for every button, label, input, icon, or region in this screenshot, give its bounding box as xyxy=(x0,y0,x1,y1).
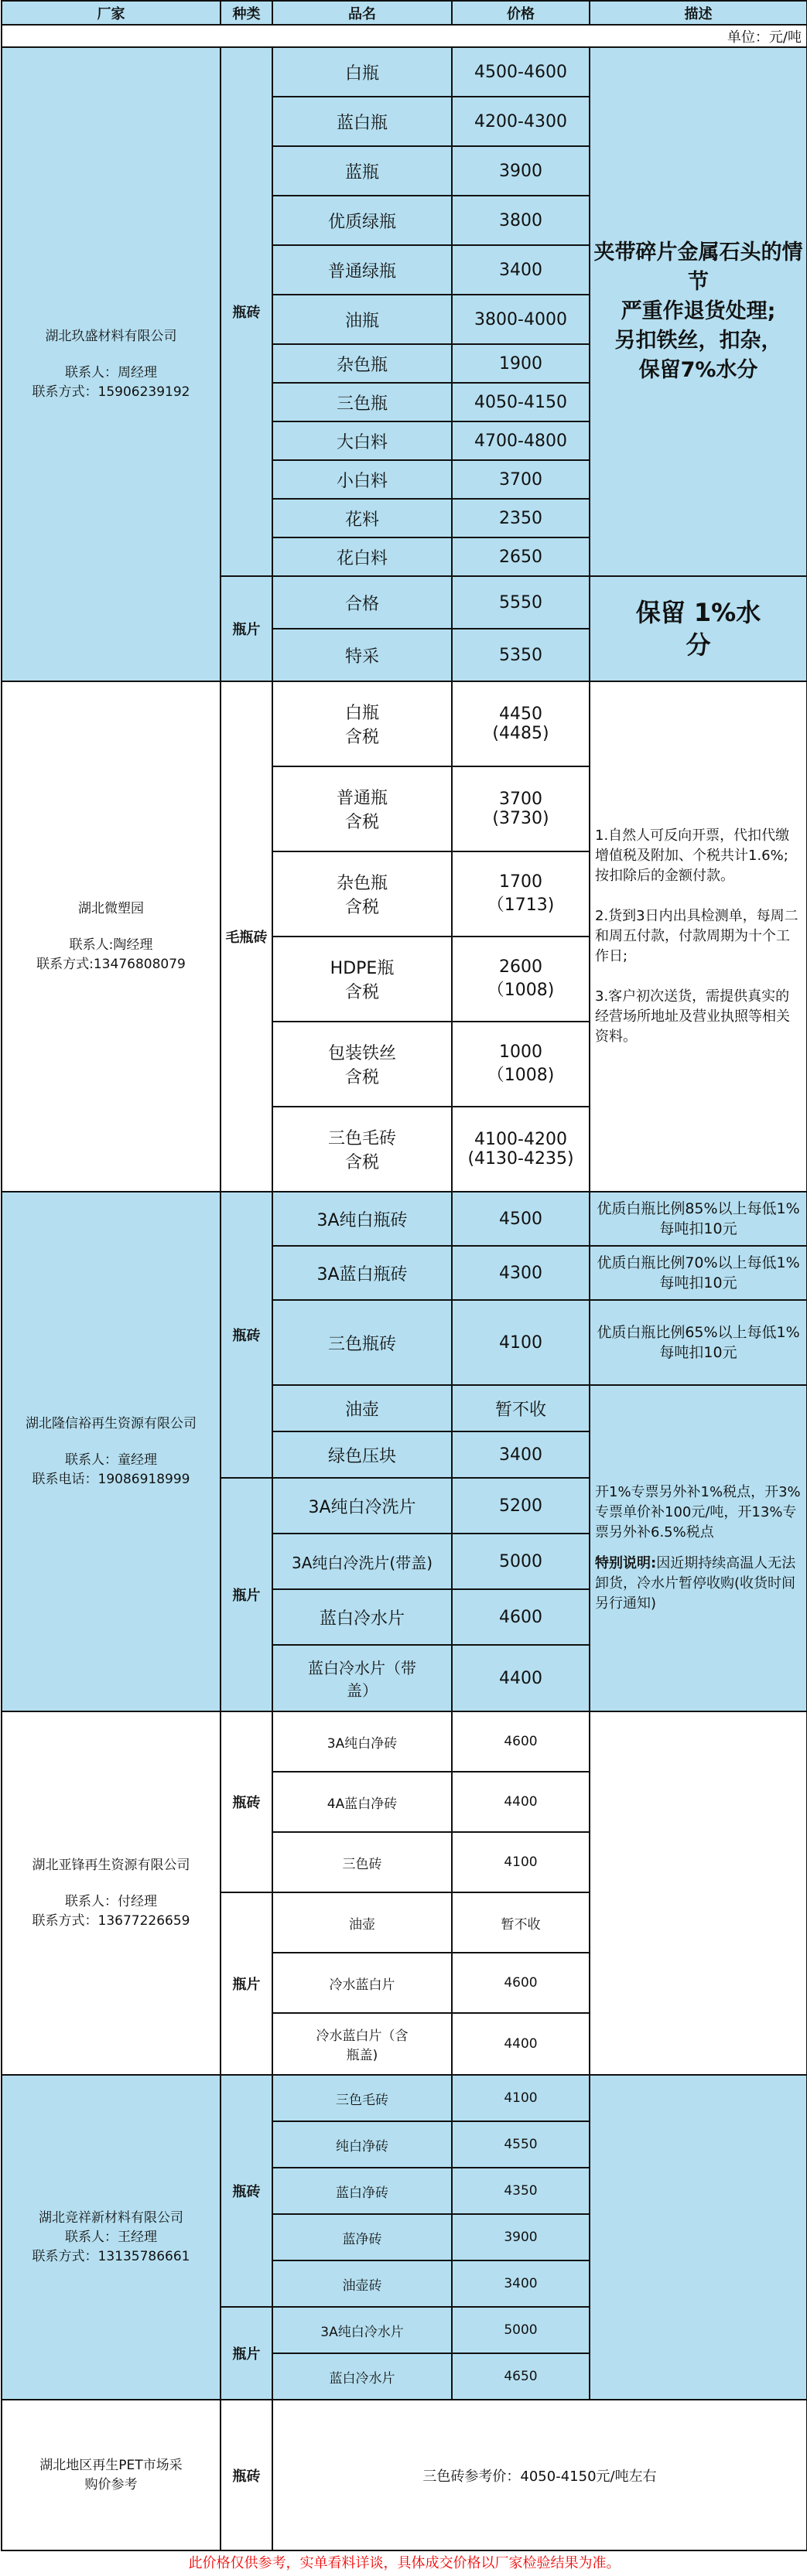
product-price: 4450 xyxy=(499,705,542,724)
product-price: 4400 xyxy=(452,2013,590,2075)
tax-price: （1008) xyxy=(487,981,555,1000)
category-cell: 瓶砖 xyxy=(221,1711,272,1892)
table-row xyxy=(2,2400,807,2550)
header-category: 种类 xyxy=(221,1,272,25)
description-cell xyxy=(590,1711,807,2075)
product-price: 暂不收 xyxy=(452,1385,590,1431)
product-price: 4300 xyxy=(452,1246,590,1300)
product-name: 蓝瓶 xyxy=(272,146,452,196)
desc-line: 严重作退货处理; xyxy=(621,299,776,323)
product-price: 4400 xyxy=(452,1772,590,1832)
product-price: 5000 xyxy=(452,1534,590,1589)
product-price: 4100-4200 xyxy=(474,1130,567,1149)
header-desc: 描述 xyxy=(590,1,807,25)
product-name: 4A蓝白净砖 xyxy=(272,1772,452,1832)
desc-line: 另扣铁丝，扣杂， xyxy=(614,329,782,353)
product-price: 4700-4800 xyxy=(452,421,590,460)
desc-text: 因近期持续高温人无法卸货，冷水片暂停收购(收货时间另行通知) xyxy=(595,1555,796,1612)
product-name: 3A纯白净砖 xyxy=(272,1711,452,1772)
category-cell: 瓶片 xyxy=(221,1892,272,2075)
desc-line: 夹带碎片金属石头的情节 xyxy=(593,241,803,294)
category-cell: 毛瓶砖 xyxy=(221,681,272,1192)
product-name: 3A纯白冷洗片 xyxy=(272,1478,452,1534)
product-name: 蓝白冷水片（带盖） xyxy=(272,1645,452,1711)
company-phone: 联系方式：15906239192 xyxy=(32,384,190,400)
product-name-cell xyxy=(272,681,452,766)
product-price: 4100 xyxy=(452,2075,590,2121)
description-cell xyxy=(590,2075,807,2400)
product-name: 蓝白瓶 xyxy=(272,97,452,146)
unit-label: 单位：元/吨 xyxy=(2,25,807,47)
product-price: 2600 xyxy=(499,957,542,977)
desc-bold: 特别说明: xyxy=(595,1555,657,1571)
product-name: 小白料 xyxy=(272,460,452,499)
product-price-cell xyxy=(452,1022,590,1107)
desc-paragraph: 2.货到3日内出具检测单，每周二和周五付款，付款周期为十个工作日; xyxy=(595,908,798,964)
product-name: 3A蓝白瓶砖 xyxy=(272,1246,452,1300)
product-price: 5000 xyxy=(452,2307,590,2353)
company-cell xyxy=(2,1192,221,1711)
description-cell xyxy=(590,1385,807,1711)
table-row xyxy=(2,681,807,766)
product-price: 1900 xyxy=(452,344,590,383)
product-name: 油壶 xyxy=(272,1385,452,1431)
product-name: 三色瓶 xyxy=(272,383,452,421)
product-name: 花料 xyxy=(272,499,452,537)
product-price: 4400 xyxy=(452,1645,590,1711)
company-name: 湖北地区再生PET市场采购价参考 xyxy=(39,2457,183,2492)
product-name: 杂色瓶 xyxy=(336,874,388,893)
product-name: 绿色压块 xyxy=(272,1431,452,1478)
product-price: 4500-4600 xyxy=(452,47,590,97)
product-name: 白瓶 xyxy=(344,704,379,723)
product-name-cell xyxy=(272,766,452,851)
description-cell: 优质白瓶比例65%以上每低1%每吨扣10元 xyxy=(590,1300,807,1385)
category-cell: 瓶片 xyxy=(221,576,272,681)
desc-paragraph: 1.自然人可反向开票，代扣代缴增值税及附加、个税共计1.6%;按扣除后的金额付款。 xyxy=(595,827,790,884)
product-price: 4100 xyxy=(452,1300,590,1385)
product-price: 4350 xyxy=(452,2168,590,2214)
tax-label: 含税 xyxy=(344,813,379,832)
product-name: 油壶砖 xyxy=(272,2260,452,2307)
product-name: 3A纯白冷洗片(带盖) xyxy=(272,1534,452,1589)
tax-price: （1008) xyxy=(487,1066,555,1085)
unit-row xyxy=(2,25,807,47)
company-name: 湖北隆信裕再生资源有限公司 xyxy=(26,1415,197,1431)
product-price: 4050-4150 xyxy=(452,383,590,421)
product-price: 4600 xyxy=(452,1711,590,1772)
product-name: 大白料 xyxy=(272,421,452,460)
category-cell: 瓶砖 xyxy=(221,2075,272,2307)
company-name: 湖北微塑园 xyxy=(78,900,144,916)
company-contact: 联系人：王经理 xyxy=(65,2229,157,2245)
table-row xyxy=(2,47,807,97)
category-cell: 瓶砖 xyxy=(221,1192,272,1478)
product-name: 蓝白净砖 xyxy=(272,2168,452,2214)
product-name: 油壶 xyxy=(272,1892,452,1953)
description-cell: 优质白瓶比例85%以上每低1%每吨扣10元 xyxy=(590,1192,807,1246)
product-name-cell xyxy=(272,937,452,1022)
table-row xyxy=(2,1711,807,1772)
tax-price: (3730) xyxy=(492,809,549,828)
product-name-cell xyxy=(272,851,452,937)
description-cell xyxy=(590,47,807,576)
product-price-cell xyxy=(452,1107,590,1192)
product-price: 5550 xyxy=(452,576,590,629)
header-row xyxy=(2,1,807,25)
category-cell: 瓶砖 xyxy=(221,47,272,576)
product-price: 4650 xyxy=(452,2353,590,2400)
tax-label: 含税 xyxy=(344,983,379,1002)
company-name: 湖北竞祥新材料有限公司 xyxy=(39,2209,183,2226)
company-contact: 联系人：周经理 xyxy=(65,364,157,380)
category-cell: 瓶砖 xyxy=(221,2400,272,2550)
company-phone: 联系方式:13476808079 xyxy=(36,956,186,972)
product-price: 2650 xyxy=(452,537,590,576)
product-price: 3400 xyxy=(452,245,590,295)
product-name: 包装铁丝 xyxy=(327,1044,396,1063)
company-cell xyxy=(2,2075,221,2400)
product-name: 3A纯白瓶砖 xyxy=(272,1192,452,1246)
product-price: 4600 xyxy=(452,1589,590,1645)
company-contact: 联系人:陶经理 xyxy=(69,937,153,953)
desc-line: 保留 1%水 xyxy=(635,598,761,627)
product-name: 普通瓶 xyxy=(336,789,388,808)
product-name: 白瓶 xyxy=(272,47,452,97)
tax-label: 含税 xyxy=(344,898,379,917)
product-price: 5200 xyxy=(452,1478,590,1534)
company-name: 湖北玖盛材料有限公司 xyxy=(45,328,177,344)
header-factory: 厂家 xyxy=(2,1,221,25)
product-price: 2350 xyxy=(452,499,590,537)
product-name: 冷水蓝白片（含瓶盖) xyxy=(272,2013,452,2075)
product-name: 蓝白冷水片 xyxy=(272,2353,452,2400)
company-cell xyxy=(2,2400,221,2550)
product-name: 三色毛砖 xyxy=(327,1129,396,1148)
product-price: 3800 xyxy=(452,196,590,245)
product-name: 杂色瓶 xyxy=(272,344,452,383)
footer-note: 此价格仅供参考，实单看料详谈，具体成交价格以厂家检验结果为准。 xyxy=(2,2550,807,2573)
product-price: 4200-4300 xyxy=(452,97,590,146)
product-name: 蓝白冷水片 xyxy=(272,1589,452,1645)
product-name: 蓝净砖 xyxy=(272,2214,452,2260)
desc-paragraph: 开1%专票另外补1%税点，开3%专票单价补100元/吨，开13%专票另外补6.5%税点 xyxy=(595,1484,801,1540)
description-cell: 优质白瓶比例70%以上每低1%每吨扣10元 xyxy=(590,1246,807,1300)
header-product: 品名 xyxy=(272,1,452,25)
company-contact: 联系人：付经理 xyxy=(65,1893,157,1909)
product-price: 3800-4000 xyxy=(452,295,590,344)
product-name-cell xyxy=(272,1107,452,1192)
company-phone: 联系电话：19086918999 xyxy=(32,1471,190,1487)
table-row xyxy=(2,2075,807,2121)
tax-price: (4485) xyxy=(492,724,549,743)
reference-price: 三色砖参考价：4050-4150元/吨左右 xyxy=(272,2400,807,2550)
product-name: 油瓶 xyxy=(272,295,452,344)
product-name: 3A纯白冷水片 xyxy=(272,2307,452,2353)
desc-paragraph xyxy=(595,1554,802,1614)
product-price-cell xyxy=(452,937,590,1022)
desc-line: 分 xyxy=(686,630,711,660)
product-price: 4500 xyxy=(452,1192,590,1246)
table-row xyxy=(2,1192,807,1246)
desc-line: 保留7%水分 xyxy=(638,358,758,382)
product-price-cell xyxy=(452,766,590,851)
product-name: 三色砖 xyxy=(272,1832,452,1892)
tax-label: 含税 xyxy=(344,728,379,747)
company-cell xyxy=(2,681,221,1192)
company-phone: 联系方式：13677226659 xyxy=(32,1912,190,1929)
product-price: 4600 xyxy=(452,1953,590,2013)
product-price: 1700 xyxy=(499,872,542,892)
price-table xyxy=(1,0,807,2573)
header-price: 价格 xyxy=(452,1,590,25)
product-name: 三色瓶砖 xyxy=(272,1300,452,1385)
product-name-cell xyxy=(272,1022,452,1107)
description-cell xyxy=(590,576,807,681)
product-name: 三色毛砖 xyxy=(272,2075,452,2121)
product-price: 3700 xyxy=(499,790,542,809)
company-contact: 联系人：童经理 xyxy=(65,1452,157,1468)
product-price: 4100 xyxy=(452,1832,590,1892)
company-cell xyxy=(2,47,221,681)
product-name: 普通绿瓶 xyxy=(272,245,452,295)
product-name: 花白料 xyxy=(272,537,452,576)
product-price: 3900 xyxy=(452,2214,590,2260)
product-price: 4550 xyxy=(452,2121,590,2168)
company-cell xyxy=(2,1711,221,2075)
company-phone: 联系方式：13135786661 xyxy=(32,2248,190,2264)
category-cell: 瓶片 xyxy=(221,1478,272,1711)
tax-price: (4130-4235) xyxy=(467,1149,574,1169)
company-name: 湖北亚锋再生资源有限公司 xyxy=(32,1857,190,1873)
product-name: 优质绿瓶 xyxy=(272,196,452,245)
tax-label: 含税 xyxy=(344,1153,379,1172)
description-cell xyxy=(590,681,807,1192)
product-price: 3700 xyxy=(452,460,590,499)
footer-row xyxy=(2,2550,807,2573)
tax-label: 含税 xyxy=(344,1068,379,1087)
product-name: 合格 xyxy=(272,576,452,629)
product-name: HDPE瓶 xyxy=(330,959,395,978)
product-price: 3900 xyxy=(452,146,590,196)
product-name: 纯白净砖 xyxy=(272,2121,452,2168)
tax-price: （1713) xyxy=(487,896,555,915)
product-price-cell xyxy=(452,681,590,766)
product-price: 暂不收 xyxy=(452,1892,590,1953)
product-price: 3400 xyxy=(452,1431,590,1478)
category-cell: 瓶片 xyxy=(221,2307,272,2400)
product-price: 5350 xyxy=(452,629,590,681)
desc-paragraph: 3.客户初次送货，需提供真实的经营场所地址及营业执照等相关资料。 xyxy=(595,988,790,1045)
product-price-cell xyxy=(452,851,590,937)
product-name: 冷水蓝白片 xyxy=(272,1953,452,2013)
product-name: 特采 xyxy=(272,629,452,681)
product-price: 1000 xyxy=(499,1042,542,1062)
product-price: 3400 xyxy=(452,2260,590,2307)
